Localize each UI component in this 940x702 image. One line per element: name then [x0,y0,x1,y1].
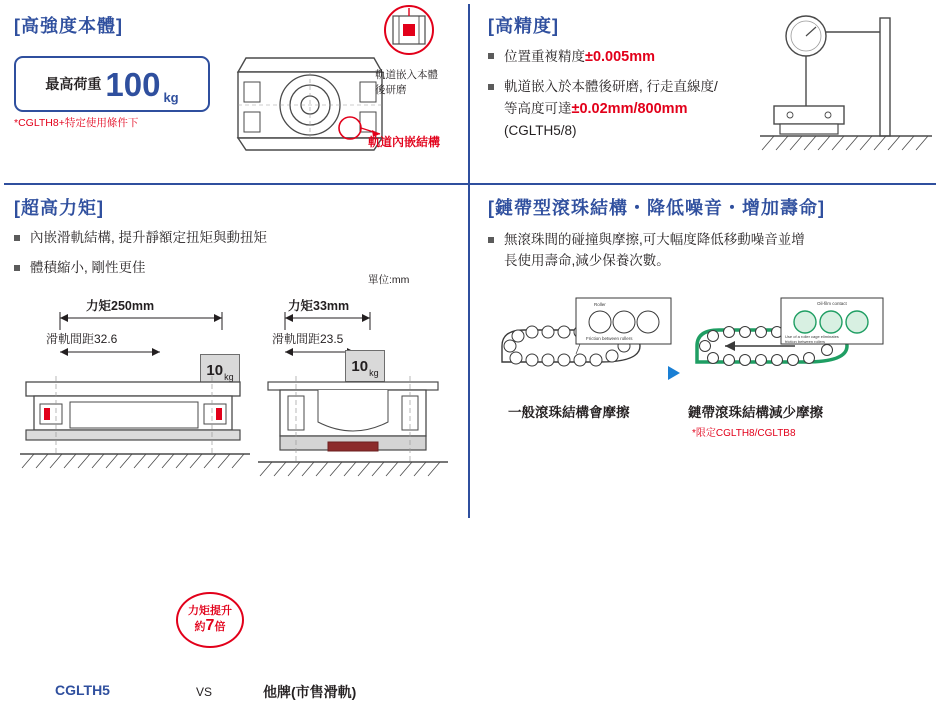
q1-callout-embedded-structure: 軌道內嵌結構 [368,135,441,149]
q2-b2-line1: 軌道嵌入於本體後研磨, 行走直線度/ [504,79,718,95]
quadrant-high-torque [0,186,468,700]
q3-left-gap-label: 滑軌間距32.6 [46,332,118,346]
rail-cross-section-illustration [230,50,390,160]
svg-text:Friction between rollers: Friction between rollers [586,336,633,341]
q4-standard-ball-illustration [490,296,675,396]
q2-b2-line2-pre: 等高度可達 [504,101,572,117]
q3-torque-dim-arrows [40,310,440,334]
q3-right-torque-label: 力矩33mm [288,299,350,313]
q3-title: [超高力矩] [14,198,104,218]
q2-bullet-list [488,46,768,151]
q4-caption-chain: 鏈帶滾珠結構減少摩擦 [688,405,823,420]
svg-text:friction between rollers: friction between rollers [785,339,826,344]
q4-bullet-1 [488,230,908,272]
max-load-box [14,56,210,112]
q3-competitor-drawing [258,376,448,486]
q3-left-weight-badge: 10 kg [200,354,240,386]
q3-cglth5-drawing [20,376,250,486]
q4-title: [鏈帶型滾珠結構・降低噪音・增加壽命] [488,198,825,218]
q3-torque-boost-badge: 力矩提升 約7倍 [176,592,244,648]
max-load-unit: kg [163,90,179,105]
q3-footer-cglth5: CGLTH5 [55,682,110,698]
q1-title: [高強度本體] [14,16,123,36]
q3-right-weight-badge: 10 kg [345,350,385,382]
svg-text:Oil-film contact: Oil-film contact [817,301,847,306]
q2-bullet-2 [488,77,768,141]
q4-chain-ball-illustration [685,296,885,396]
q4-caption-note: *限定CGLTH8/CGLTB8 [692,428,796,439]
quadrant-high-strength-body [0,0,468,183]
q3-bullet-list [14,228,344,288]
max-load-note: *CGLTH8+特定使用條件下 [14,117,139,129]
q1-callout-rail-embed: 軌道嵌入本體 後研磨 [375,69,438,97]
q2-title: [高精度] [488,16,559,36]
quadrant-chain-ball-structure [470,186,940,522]
q2-b1-text: 位置重複精度 [504,49,585,64]
svg-text:Use of a roller cage eliminate: Use of a roller cage eliminates [785,334,839,339]
q2-b2-emphasis: ±0.02mm/800mm [571,101,688,118]
q3-bullet-2 [14,258,344,279]
max-load-value: 100 [105,65,161,103]
dial-gauge-illustration [760,10,932,160]
q3-footer-other-brand: 他牌(市售滑軌) [263,684,357,700]
bullet-square-icon [14,235,20,241]
q3-b2-text: 體積縮小, 剛性更佳 [30,259,146,275]
q3-b1-text: 內嵌滑軌結構, 提升靜額定扭矩與動扭矩 [30,230,268,245]
q4-b1-line1: 無滾珠間的碰撞與摩擦,可大幅度降低移動噪音並增 [504,232,805,247]
q3-right-gap-label: 滑軌間距23.5 [272,332,344,346]
horizontal-divider [4,183,936,185]
q3-left-torque-label: 力矩250mm [86,299,155,313]
q2-bullet-1 [488,46,768,68]
max-load-label: 最高荷重 [45,76,102,92]
q4-b1-line2: 長使用壽命,減少保養次數。 [504,252,670,268]
bullet-square-icon [488,53,494,59]
quadrant-high-precision [470,0,940,183]
bullet-square-icon [488,237,494,243]
q2-b1-emphasis: ±0.005mm [585,49,656,65]
q4-caption-standard: 一般滾珠結構會摩擦 [508,405,630,420]
svg-text:Roller: Roller [594,302,606,307]
q2-b2-line3: (CGLTH5/8) [504,122,577,138]
q4-compare-arrow-icon [668,366,680,380]
bullet-square-icon [488,84,494,90]
q3-bullet-1 [14,228,344,249]
rail-embed-detail-icon [383,4,435,56]
q3-unit-note: 單位:mm [368,274,410,286]
bullet-square-icon [14,265,20,271]
q4-bullet-list [488,230,908,281]
q3-footer-vs: VS [196,685,213,699]
